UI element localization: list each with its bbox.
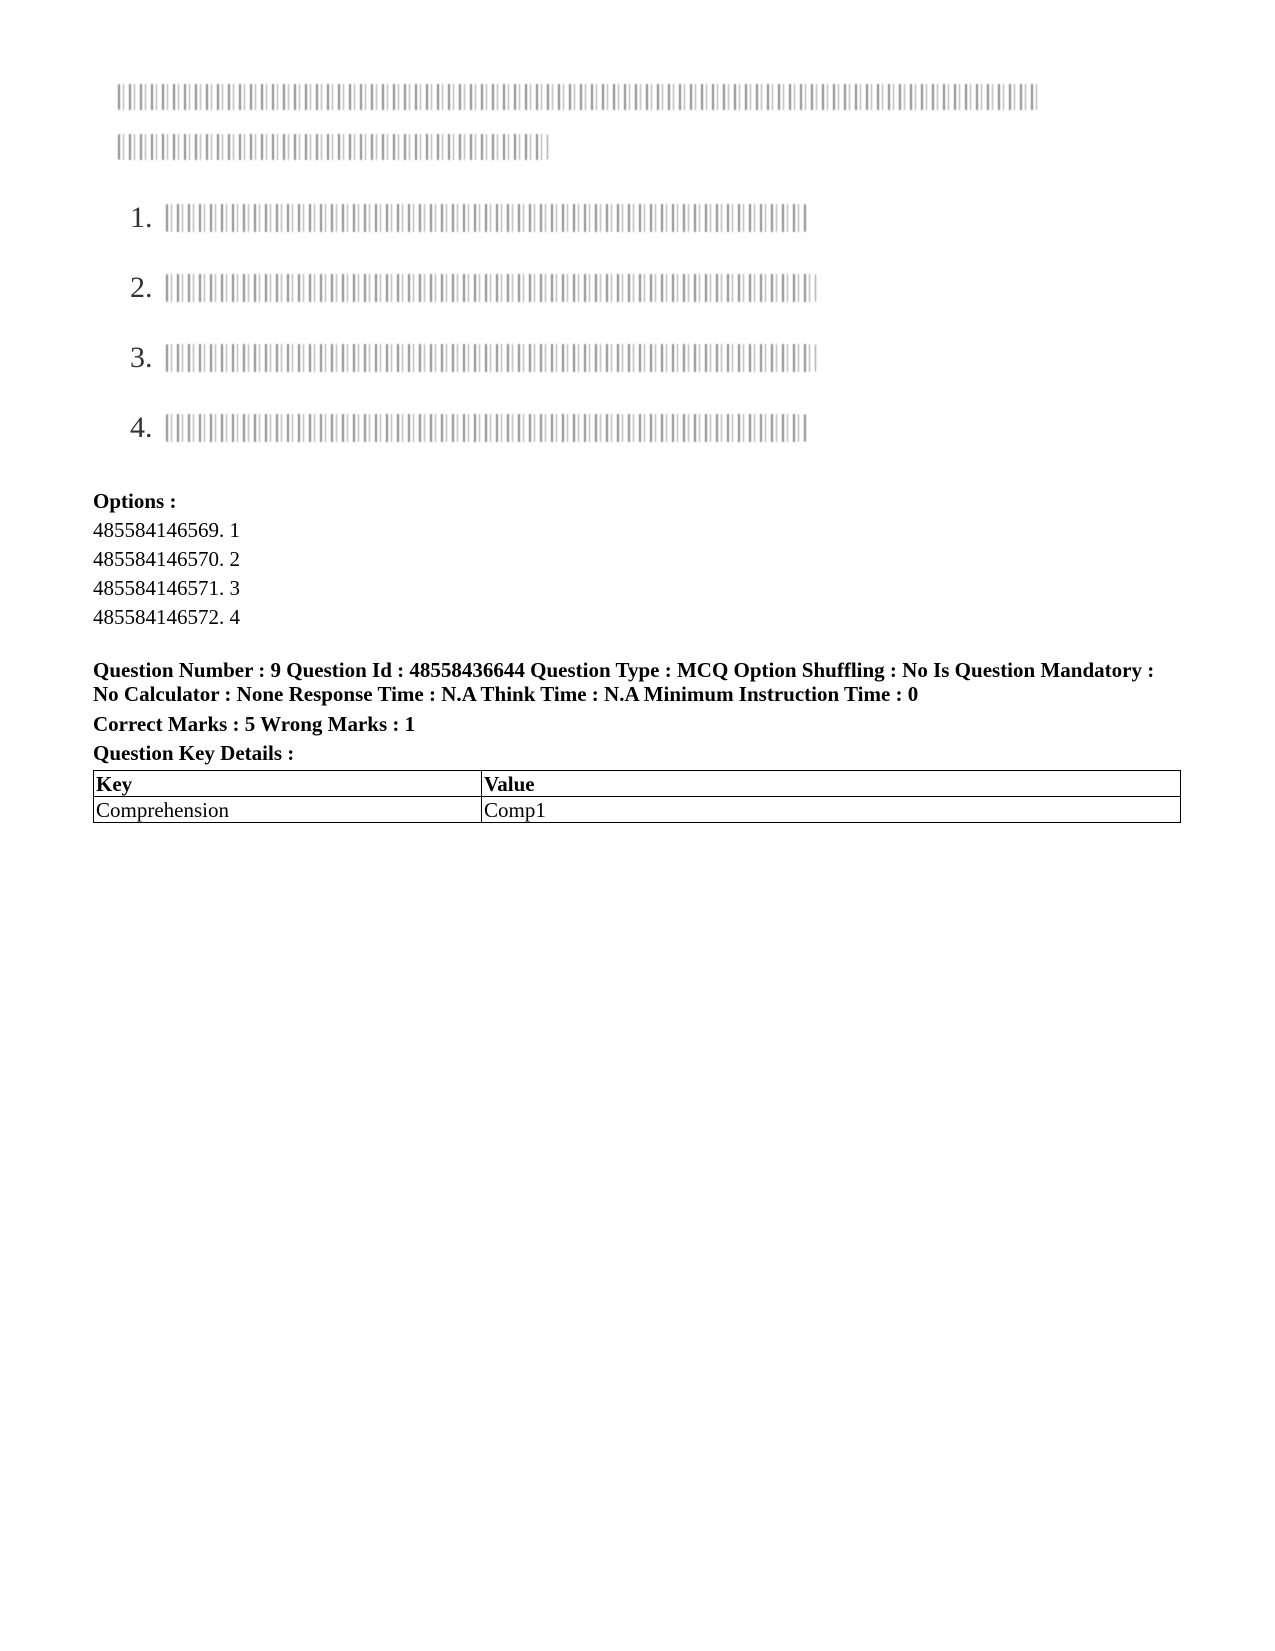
table-cell-key: Comprehension (94, 797, 482, 823)
image-option-number: 3. (130, 341, 153, 374)
table-header-key: Key (94, 771, 482, 797)
passage-text-line (118, 134, 548, 160)
option-item: 485584146572. 4 (93, 605, 240, 629)
passage-text-line (118, 84, 1038, 110)
spacer (93, 632, 1183, 658)
table-header-row (94, 771, 1181, 797)
table-header-value: Value (482, 771, 1181, 797)
question-image (108, 78, 1048, 478)
question-marks: Correct Marks : 5 Wrong Marks : 1 (93, 712, 416, 736)
image-option-number: 2. (130, 271, 153, 304)
question-text-area (93, 487, 1183, 823)
table-cell-value: Comp1 (482, 797, 1181, 823)
option-item: 485584146569. 1 (93, 518, 240, 542)
image-option-text (166, 344, 816, 372)
options-title: Options : (93, 489, 177, 513)
table-row (94, 797, 1181, 823)
key-details-title: Question Key Details : (93, 741, 295, 765)
image-option-3 (130, 336, 816, 380)
question-meta: Question Number : 9 Question Id : 48558436644 Question Type : MCQ Option Shuffling : No Is Question Mandatory : No Calculator : None Response Time : N.A Think Time : N.A Minimum Instruction Time : 0 (93, 658, 1155, 706)
image-option-text (166, 414, 806, 442)
image-option-text (166, 204, 806, 232)
image-option-number: 1. (130, 201, 153, 234)
option-item: 485584146571. 3 (93, 576, 240, 600)
image-option-4 (130, 406, 806, 450)
image-option-1 (130, 196, 806, 240)
key-table (93, 770, 1181, 823)
image-option-text (166, 274, 816, 302)
image-option-2 (130, 266, 816, 310)
image-option-number: 4. (130, 411, 153, 444)
option-item: 485584146570. 2 (93, 547, 240, 571)
